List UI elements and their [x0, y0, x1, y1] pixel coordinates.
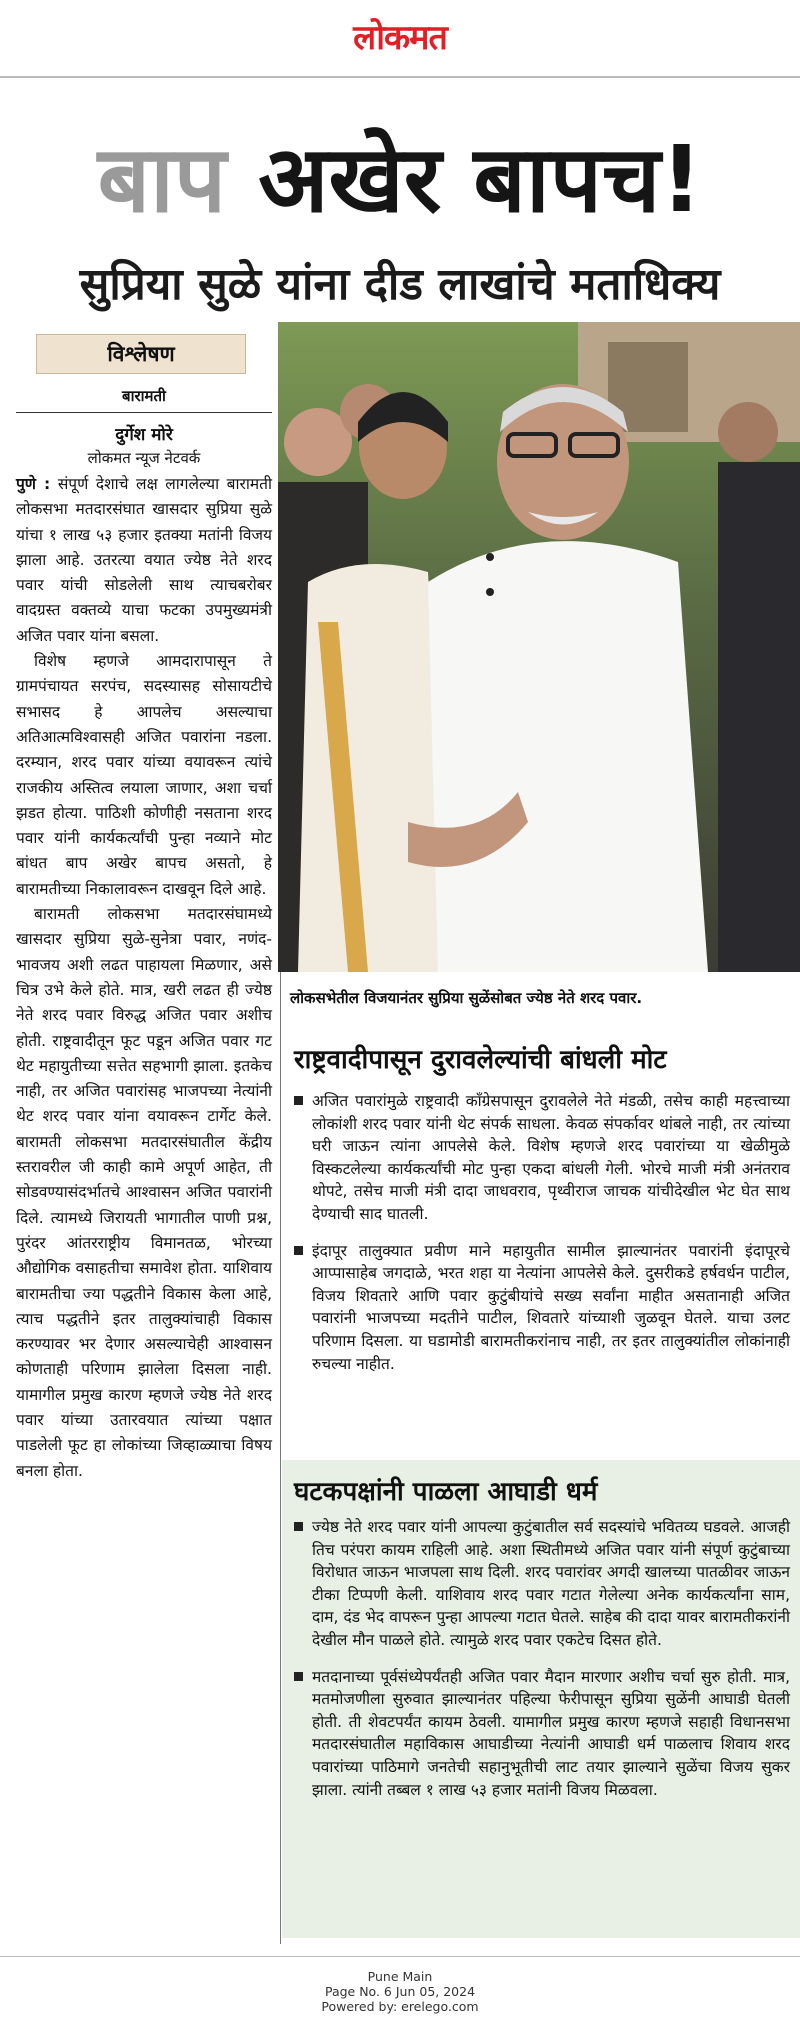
list-item: मतदानाच्या पूर्वसंध्येपर्यंतही अजित पवार मैदान मारणार अशीच चर्चा सुरु होती. मात्र, मतमोजणीला सुरुवात झाल्यानंतर पहिल्या फेरीपासून सुप्रिया सुळेंनी आघाडी घेतली होती. ती शेवटपर्यंत कायम ठेवली. यामागील प्रमुख कारण म्हणजे सहाही विधानसभा मतदारसंघातील महाविकास आघाडीच्या नेत्यांनी आघाडी धर्म पाळलाच शिवाय शरद पवारांच्या पाठिमागे जनतेची सहानुभूतीची लाट तयार झाल्याने सुळेंचा विजय सुकर झाला. त्यांनी तब्बल १ लाख ५३ हजार मतांनी विजय मिळवला.: [294, 1666, 790, 1802]
headline-part-a: बाप: [97, 126, 227, 233]
article-paragraph: विशेष म्हणजे आमदारापासून ते ग्रामपंचायत सरपंच, सदस्यासह सोसायटीचे सभासद हे आपलेच असल्याचा अतिआत्मविश्वासही अजित पवारांना नडला. दरम्यान, शरद पवार यांच्या वयावरून त्यांचे राजकीय अस्तित्व लयाला जाणार, अशा चर्चा झडत होत्या. पाठिशी कोणीही नसताना शरद पवार यांनी कार्यकर्त्यांची पुन्हा नव्याने मोट बांधत बाप अखेर बापच असतो, हे बारामतीच्या निकालावरून दाखवून दिले आहे.: [16, 652, 272, 898]
section1-list: [294, 1090, 790, 1389]
masthead-divider: [0, 76, 800, 78]
section2-title: घटकपक्षांनी पाळला आघाडी धर्म: [294, 1477, 598, 1507]
list-item: इंदापूर तालुक्यात प्रवीण माने महायुतीत सामील झाल्यानंतर पवारांनी इंदापूरचे आप्पासाहेब जगदाळे, भरत शहा या नेत्यांना आपलेसे केले. दुसरीकडे हर्षवर्धन पाटील, विजय शिवतारे आणि पवार कुटुंबीयांचे सख्य सर्वांना माहीत असतानाही अजित पवारांनी भाजपच्या मदतीने पाटील, शिवतारे यांच्याशी जुळवून घेतले. याचा उलट परिणाम दिसला. या घडामोडी बारामतीकरांनाच नाही, तर इतर तालुक्यांतील लोकांनाही रुचल्या नाहीत.: [294, 1240, 790, 1376]
powered-by: Powered by: erelego.com: [321, 1999, 479, 2014]
photo-illustration: [278, 322, 800, 972]
section2-list: [294, 1516, 790, 1815]
news-agency: लोकमत न्यूज नेटवर्क: [87, 449, 201, 467]
article-paragraph: बारामती लोकसभा मतदारसंघामध्ये खासदार सुप्रिया सुळे-सुनेत्रा पवार, नणंद-भावजय अशी लढत पाहायला मिळणार, असे चित्र उभे केले होते. मात्र, खरी लढत ही ज्येष्ठ नेते शरद पवार विरुद्ध अजित पवार अशीच होती. राष्ट्रवादीतून फूट पडून अजित पवार गट थेट महायुतीच्या सत्तेत सहभागी झाला. इतकेच नाही, तर अजित पवारांसह भाजपच्या नेत्यांनी थेट शरद पवार यांना वयावरून टार्गेट केले. बारामती लोकसभा मतदारसंघातील केंद्रीय स्तरावरील जी काही कामे अपूर्ण आहेत, ती सोडवण्यासंदर्भातचे आश्वासन अजित पवारांनी दिले. त्यामध्ये जिरायती भागातील पाणी प्रश्न, पुरंदर आंतरराष्ट्रीय विमानतळ, भोरच्या औद्योगिक वसाहतीचा समावेश होता. याशिवाय बारामतीचा ज्या पद्धतीने विकास केला आहे, त्याच पद्धतीने इतर तालुक्यांचाही विकास करण्यावर भर देणार असल्याचेही आश्वासन कोणताही परिणाम झालेला दिसला नाही. यामागील प्रमुख कारण म्हणजे ज्येष्ठ नेते शरद पवार यांच्या उतारवयात त्यांच्या पक्षात पाडलेली फूट हा लोकांच्या जिव्हाळ्याचा विषय बनला होता.: [16, 905, 272, 1480]
photo-caption: लोकसभेतील विजयानंतर सुप्रिया सुळेंसोबत ज्येष्ठ नेते शरद पवार.: [290, 989, 643, 1007]
logo-text: लोकमत: [353, 18, 447, 58]
news-photo: [278, 322, 800, 972]
column-divider: [16, 412, 272, 413]
section-label: विश्लेषण: [36, 334, 246, 374]
subheadline: सुप्रिया सुळे यांना दीड लाखांचे मताधिक्य: [79, 259, 721, 310]
section1-title: राष्ट्रवादीपासून दुरावलेल्यांची बांधली मोट: [294, 1045, 667, 1075]
lokmat-logo: [300, 14, 500, 58]
footer-divider: [0, 1956, 800, 1957]
page-footer: [0, 1969, 800, 2014]
analysis-column: [16, 334, 272, 1954]
headline-part-b: अखेर बापच!: [258, 126, 703, 233]
square-bullet-icon: [294, 1672, 303, 1681]
article-paragraph: पुणे : संपूर्ण देशाचे लक्ष लागलेल्या बारामती लोकसभा मतदारसंघात खासदार सुप्रिया सुळे यांचा १ लाख ५३ हजार इतक्या मतांनी विजय झाला आहे. उतरत्या वयात ज्येष्ठ नेते शरद पवार यांची सोडलेली साथ त्याचबरोबर वादग्रस्त वक्तव्ये याचा फटका उपमुख्यमंत्री अजित पवार यांना बसला.: [16, 475, 272, 645]
place-name: बारामती: [122, 387, 166, 405]
page-info: Page No. 6 Jun 05, 2024: [324, 1984, 476, 1999]
author-byline: दुर्गेश मोरे: [115, 425, 173, 445]
square-bullet-icon: [294, 1246, 303, 1255]
list-item: अजित पवारांमुळे राष्ट्रवादी काँग्रेसपासून दुरावलेले नेते मंडळी, तसेच काही महत्त्वाच्या लोकांशी शरद पवार यांनी थेट संपर्क साधला. केवळ संपर्कावर थांबले नाही, तर त्यांच्या घरी जाऊन त्यांना आपलेसे केले. विशेष म्हणजे शरद पवारांच्या या खेळीमुळे विस्कटलेल्या कार्यकर्त्यांची मोट पुन्हा एकदा बांधली गेली. भोरचे माजी मंत्री अनंतराव थोपटे, तसेच माजी मंत्री दादा जाधवराव, पृथ्वीराज जाचक यांचीदेखील भेट घेत साथ देण्याची साद घातली.: [294, 1090, 790, 1226]
list-item: ज्येष्ठ नेते शरद पवार यांनी आपल्या कुटुंबातील सर्व सदस्यांचे भवितव्य घडवले. आजही तिच परंपरा कायम राहिली आहे. अशा स्थितीमध्ये अजित पवार यांनी संपूर्ण कुटुंबाच्या विरोधात जाऊन भाजपला साथ दिली. शरद पवारांवर अगदी खालच्या पातळीवर जाऊन टीका टिप्पणी केली. याशिवाय शरद पवार गटात गेलेल्या अनेक कार्यकर्त्यांना साम, दाम, दंड भेद वापरून पुन्हा आपल्या गटात घेतले. साहेब की दादा यावर बारामतीकरांनी देखील मौन पाळले होते. त्यामुळे शरद पवार एकटेच दिसत होते.: [294, 1516, 790, 1652]
headline: [0, 120, 800, 250]
masthead: [0, 0, 800, 74]
square-bullet-icon: [294, 1522, 303, 1531]
edition-name: Pune Main: [367, 1969, 433, 1984]
dateline: पुणे :: [16, 475, 51, 493]
square-bullet-icon: [294, 1096, 303, 1105]
article-body: [16, 472, 272, 1484]
